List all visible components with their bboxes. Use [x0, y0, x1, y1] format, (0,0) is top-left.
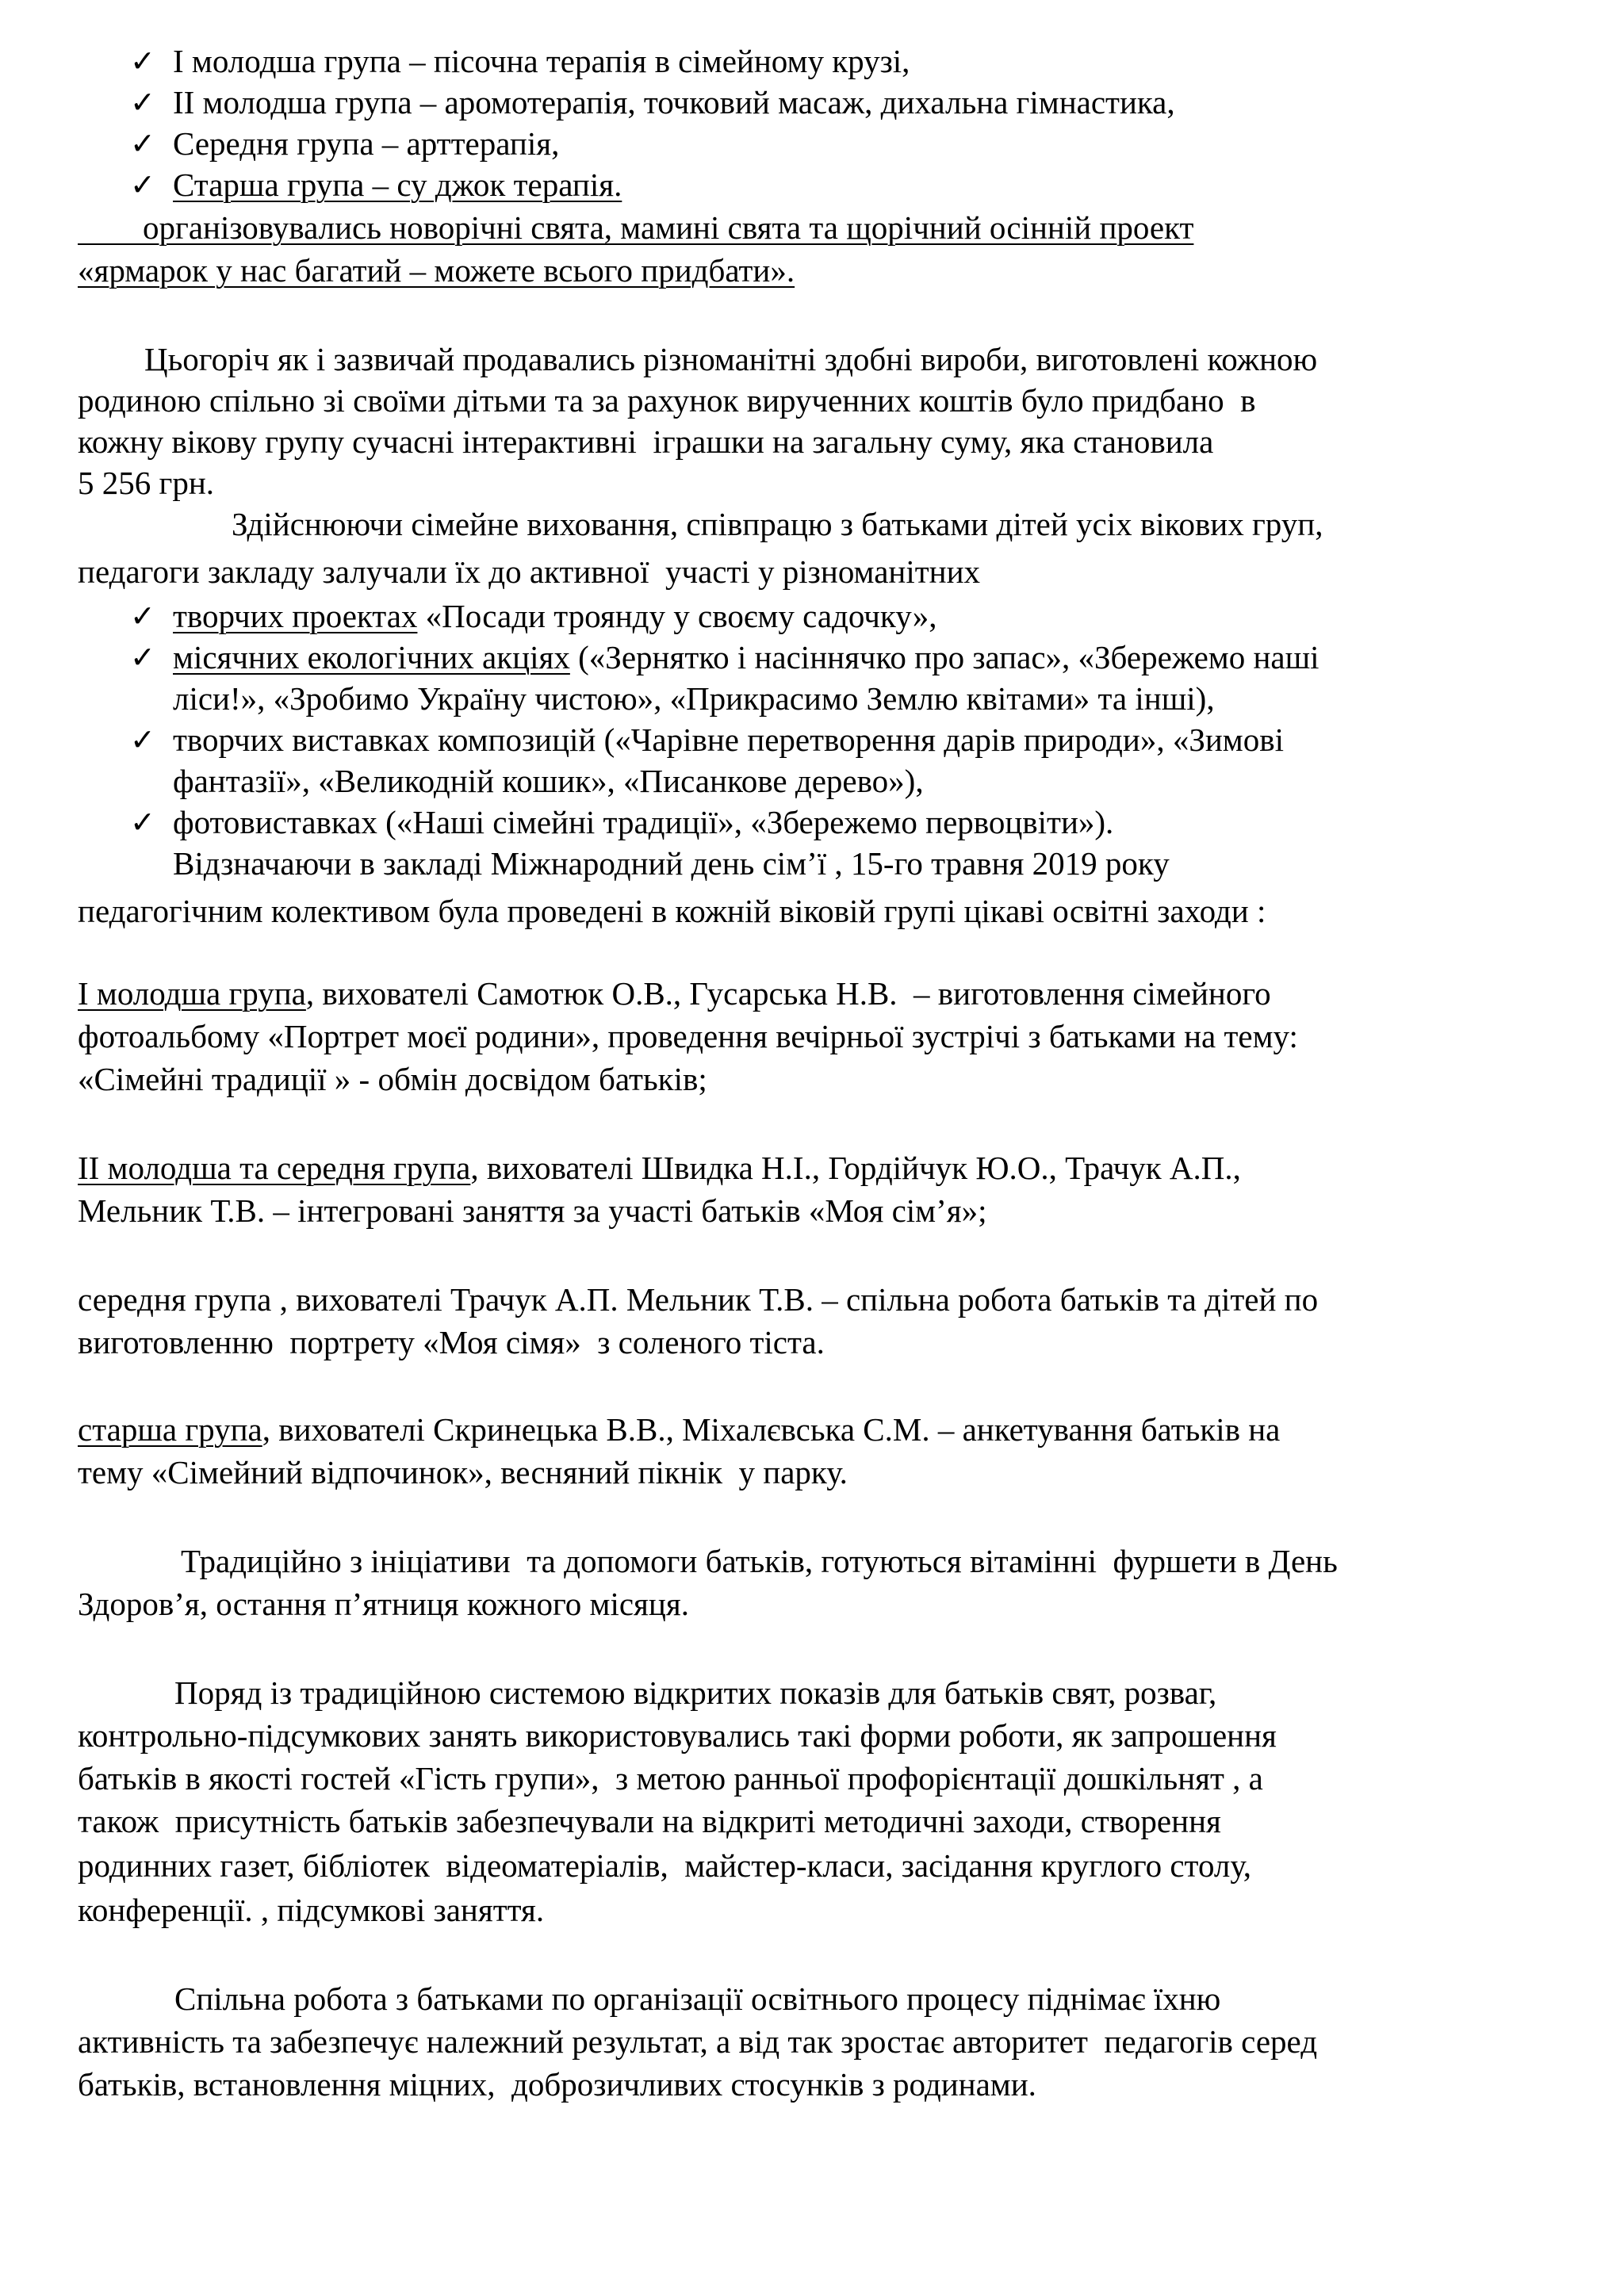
- list1-item-1: І молодша група – пісочна терапія в сімейному крузі,: [173, 43, 910, 79]
- list1-item-2: ІІ молодша група – аромотерапія, точковий масаж, дихальна гімнастика,: [173, 84, 1175, 121]
- para1-line-4: 5 256 грн.: [78, 465, 215, 501]
- group2-line-2: Мельник Т.В. – інтегровані заняття за участі батьків «Моя сім’я»;: [78, 1192, 987, 1229]
- para1-line-3: кожну вікову групу сучасні інтерактивні іграшки на загальну суму, яка становила: [78, 423, 1214, 460]
- para1-line-1: Цьогоріч як і зазвичай продавались різноманітні здобні вироби, виготовлені кожною: [144, 341, 1318, 377]
- group4-line-2: тему «Сімейний відпочинок», весняний пікнік у парку.: [78, 1454, 848, 1490]
- para5-line-4: також присутність батьків забезпечували на відкриті методичні заходи, створення: [78, 1803, 1221, 1839]
- list2-item-2-topic: місячних екологічних акціях: [173, 639, 570, 675]
- list2-item-1: творчих проектах «Посади троянду у своєму садочку»,: [173, 598, 937, 634]
- para4-line-2: Здоров’я, остання п’ятниця кожного місяця.: [78, 1586, 689, 1622]
- group3-line-1: середня група , вихователі Трачук А.П. Мельник Т.В. – спільна робота батьків та дітей по: [78, 1281, 1319, 1318]
- list2-item-3: творчих виставках композицій («Чарівне перетворення дарів природи», «Зимові: [173, 721, 1285, 758]
- list1-item-4: Старша група – су джок терапія.: [173, 166, 622, 203]
- group2-name: ІІ молодша та середня група: [78, 1150, 471, 1186]
- group4-name: старша група: [78, 1411, 262, 1448]
- checkmark-icon: ✓: [130, 599, 155, 633]
- para5-line-3: батьків в якості гостей «Гість групи», з метою ранньої профорієнтації дошкільнят , а: [78, 1760, 1263, 1797]
- checkmark-icon: ✓: [130, 126, 155, 161]
- group4-line-1: старша група, вихователі Скринецька В.В., Міхалєвська С.М. – анкетування батьків на: [78, 1411, 1281, 1448]
- group2-line-1: ІІ молодша та середня група, вихователі Швидка Н.І., Гордійчук Ю.О., Трачук А.П.,: [78, 1150, 1241, 1186]
- para5-line-6: конференції. , підсумкові заняття.: [78, 1892, 545, 1928]
- checkmark-icon: ✓: [130, 640, 155, 675]
- list2-item-4: фотовиставках («Наші сімейні традиції», «Збережемо первоцвіти»).: [173, 804, 1114, 840]
- intro-line-2: «ярмарок у нас багатий – можете всього придбати».: [78, 252, 795, 289]
- para2-line-1: Здійснюючи сімейне виховання, співпрацю з батьками дітей усіх вікових груп,: [232, 506, 1323, 542]
- list2-item-2: місячних екологічних акціях («Зернятко і насіннячко про запас», «Збережемо наші: [173, 639, 1320, 675]
- para5-line-5: родинних газет, бібліотек відеоматеріалів, майстер-класи, засідання круглого столу,: [78, 1847, 1252, 1884]
- group3-line-2: виготовленню портрету «Моя сімя» з соленого тіста.: [78, 1324, 825, 1360]
- checkmark-icon: ✓: [130, 722, 155, 757]
- group1-line-1: І молодша група, вихователі Самотюк О.В., Гусарська Н.В. – виготовлення сімейного: [78, 975, 1271, 1012]
- para5-line-2: контрольно-підсумкових занять використовувались такі форми роботи, як запрошення: [78, 1717, 1277, 1754]
- para3-line-2: педагогічним колективом була проведені в кожній віковій групі цікаві освітні заходи :: [78, 893, 1266, 929]
- para2-line-2: педагоги закладу залучали їх до активної участі у різноманітних: [78, 553, 981, 590]
- para1-line-2: родиною спільно зі своїми дітьми та за рахунок вирученних коштів було придбано в: [78, 382, 1256, 419]
- para6-line-1: Спільна робота з батьками по організації освітнього процесу піднімає їхню: [174, 1980, 1221, 2017]
- list1-item-3: Середня група – арттерапія,: [173, 125, 560, 162]
- intro-line-1: організовувались новорічні свята, мамині свята та щорічний осінній проект: [143, 209, 1194, 246]
- checkmark-icon: ✓: [130, 85, 155, 120]
- para3-line-1: Відзначаючи в закладі Міжнародний день сім’ї , 15-го травня 2019 року: [173, 845, 1170, 882]
- list2-item-2-cont: ліси!», «Зробимо Україну чистою», «Прикрасимо Землю квітами» та інші),: [173, 680, 1215, 717]
- list2-item-3-cont: фантазії», «Великодній кошик», «Писанкове дерево»),: [173, 763, 924, 799]
- group1-name: І молодша група: [78, 975, 306, 1012]
- checkmark-icon: ✓: [130, 167, 155, 202]
- checkmark-icon: ✓: [130, 44, 155, 78]
- list2-item-1-topic: творчих проектах: [173, 598, 418, 634]
- para5-line-1: Поряд із традиційною системою відкритих показів для батьків свят, розваг,: [174, 1674, 1217, 1711]
- para6-line-3: батьків, встановлення міцних, доброзичливих стосунків з родинами.: [78, 2066, 1036, 2103]
- para6-line-2: активність та забезпечує належний результат, а від так зростає авторитет педагогів серед: [78, 2023, 1318, 2060]
- checkmark-icon: ✓: [130, 805, 155, 840]
- para4-line-1: Традиційно з ініціативи та допомоги батьків, готуються вітамінні фуршети в День: [181, 1543, 1338, 1579]
- group1-line-2: фотоальбому «Портрет моєї родини», проведення вечірньої зустрічі з батьками на тему:: [78, 1018, 1298, 1054]
- group1-line-3: «Сімейні традиції » - обмін досвідом батьків;: [78, 1061, 707, 1097]
